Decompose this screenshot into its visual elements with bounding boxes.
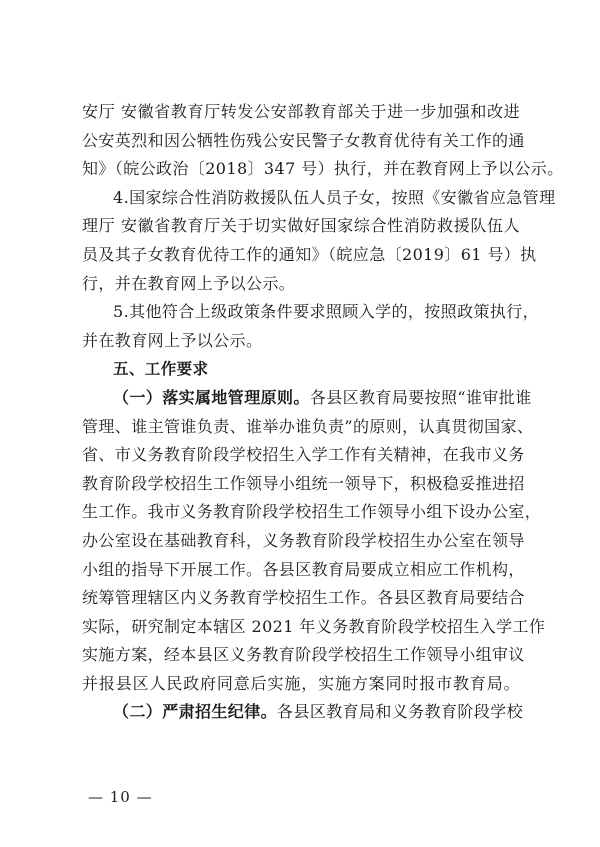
paragraph-line: 实施方案，经本县区义务教育阶段学校招生工作领导小组审议 bbox=[82, 645, 525, 665]
paragraph-line: 公安英烈和因公牺牲伤残公安民警子女教育优待有关工作的通 bbox=[82, 130, 525, 150]
paragraph-line: 教育阶段学校招生工作领导小组统一领导下，积极稳妥推进招 bbox=[82, 473, 525, 493]
page-number: — 10 — bbox=[88, 788, 153, 806]
item-2-lead: （二）严肃招生纪律。 bbox=[113, 702, 278, 722]
document-body bbox=[82, 98, 564, 727]
paragraph-line: 生工作。我市义务教育阶段学校招生工作领导小组下设办公室， bbox=[82, 502, 542, 522]
paragraph-line: 4.国家综合性消防救援队伍人员子女，按照《安徽省应急管理 bbox=[113, 187, 556, 207]
paragraph-line: 实际，研究制定本辖区 2021 年义务教育阶段学校招生入学工作 bbox=[82, 616, 546, 636]
section-heading: 五、工作要求 bbox=[113, 360, 209, 379]
paragraph-line: 知》（皖公政治〔2018〕347 号）执行，并在教育网上予以公示。 bbox=[82, 159, 564, 179]
item-2-first-line bbox=[82, 698, 524, 727]
paragraph-line: 并在教育网上予以公示。 bbox=[82, 330, 263, 350]
paragraph-line: 并报县区人民政府同意后实施，实施方案同时报市教育局。 bbox=[82, 673, 520, 693]
paragraph-line: 理厅 安徽省教育厅关于切实做好国家综合性消防救援队伍人 bbox=[82, 216, 520, 236]
item-1-text: 各县区教育局要按照“谁审批谁 bbox=[309, 387, 532, 407]
paragraph-line: 安厅 安徽省教育厅转发公安部教育部关于进一步加强和改进 bbox=[82, 102, 520, 121]
paragraph-line: 行，并在教育网上予以公示。 bbox=[82, 273, 296, 293]
paragraph-line: 统筹管理辖区内义务教育学校招生工作。各县区教育局要结合 bbox=[82, 588, 525, 608]
item-2-text: 各县区教育局和义务教育阶段学校 bbox=[277, 702, 524, 722]
paragraph-line: 办公室设在基础教育科，义务教育阶段学校招生办公室在领导 bbox=[82, 530, 525, 550]
paragraph-line: 省、市义务教育阶段学校招生入学工作有关精神，在我市义务 bbox=[82, 445, 525, 465]
paragraph-line: 5.其他符合上级政策条件要求照顾入学的，按照政策执行， bbox=[113, 302, 540, 322]
paragraph-line: 小组的指导下开展工作。各县区教育局要成立相应工作机构， bbox=[82, 559, 525, 579]
item-1-lead: （一）落实属地管理原则。 bbox=[113, 387, 310, 407]
paragraph-line: 员及其子女教育优待工作的通知》（皖应急〔2019〕61 号）执 bbox=[82, 244, 537, 264]
item-1-first-line bbox=[82, 384, 532, 413]
paragraph-line: 管理、谁主管谁负责、谁举办谁负责”的原则，认真贯彻国家、 bbox=[82, 416, 534, 436]
